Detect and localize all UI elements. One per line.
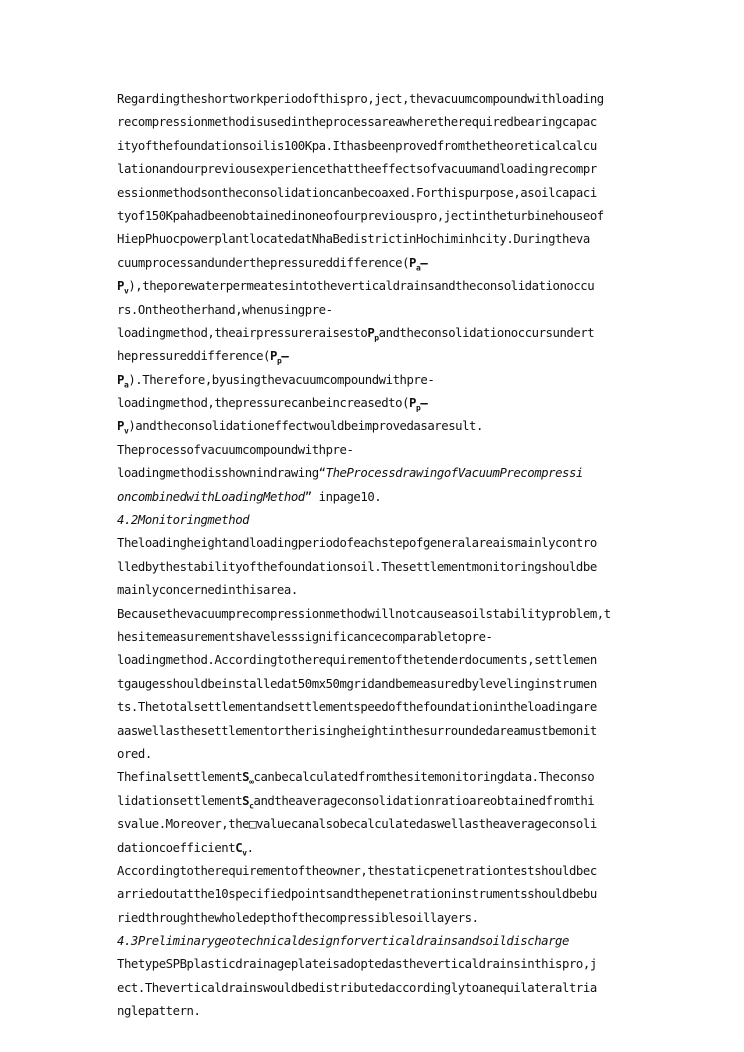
text-line-40: nglepattern.	[117, 1004, 201, 1019]
text-line-31: lidationsettlementS$_c$andtheaverageconsolidationratioareobtainedfromthi	[117, 793, 595, 811]
formula-symbol: $C_v$	[235, 840, 247, 857]
drawing-reference: TheProcessdrawingofVacuumPrecompressi	[325, 466, 583, 481]
text-line-1: Regardingtheshortworkperiodofthispro,ject,thevacuumcompoundwithloading	[117, 92, 604, 106]
text-line-8: $cuumprocessandunderthepressureddifference(P_a—$	[117, 255, 428, 273]
text-line-33: dationcoefficientC$_v$.	[117, 840, 254, 857]
text-line-14: $loadingmethod,thepressurecanbeincreasedto(P_p—$	[117, 396, 428, 413]
text-line-6: tyof150Kpahadbeenobtainedinoneofourpreviouspro,jectintheturbinehouseof	[117, 208, 604, 223]
text-line-20: Theloadingheightandloadingperiodofeachstepofgeneralareaismainlycontro	[117, 536, 597, 551]
text-line-27: ts.Thetotalsettlementandsettlementspeedofthefoundationintheloadingare	[117, 700, 597, 715]
formula-symbol: $S_\infty$	[242, 770, 254, 787]
text-line-5: essionmethodsontheconsolidationcanbecoaxed.Forthispurpose,asoilcapaci	[117, 185, 597, 200]
section-heading: 4.2Monitoringmethod	[117, 513, 250, 528]
text-line-21: lledbythestabilityofthefoundationsoil.Thesettlementmonitoringshouldbe	[117, 559, 597, 574]
formula-symbol: $P_v$	[117, 279, 129, 296]
formula-symbol: $P_p—$	[269, 349, 289, 366]
text-line-29: ored.	[117, 746, 152, 761]
text-line-2: recompressionmethodisusedintheprocessareawheretherequiredbearingcapac	[117, 115, 597, 130]
text-line-10: rs.Ontheotherhand,whenusingpre-	[117, 302, 333, 317]
text-line-28: aaswellasthesettlementortherisingheightinthesurroundedareamustbemonit	[117, 723, 597, 738]
text-line-22: mainlyconcernedinthisarea.	[117, 583, 298, 598]
formula-symbol: $P_a$	[117, 372, 129, 390]
text-line-17: loadingmethodisshownindrawing“TheProcessdrawingofVacuumPrecompressi	[117, 466, 583, 481]
text-line-15: $P_v)andtheconsolidationeffectwouldbeimprovedasaresult$.	[117, 419, 483, 436]
formula-symbol: $P_p$	[367, 325, 379, 343]
text-line-38: ThetypeSPBplasticdrainageplateisadoptedastheverticaldrainsinthispro,j	[117, 957, 597, 972]
formula-symbol: $P_v$	[117, 419, 129, 436]
text-line-7: HiepPhuocpowerplantlocatedatNhaBedistrictinHochiminhcity.Duringtheva	[117, 232, 590, 247]
text-line-18: oncombinedwithLoadingMethod” inpage10.	[117, 489, 382, 504]
text-line-30: ThefinalsettlementS$_\infty$canbecalculatedfromthesitemonitoringdata.Theconso	[117, 770, 595, 787]
text-line-16: Theprocessofvacuumcompoundwithpre-	[117, 442, 354, 457]
text-line-39: ect.Theverticaldrainswouldbedistributedaccordinglytoanequilateraltria	[117, 980, 597, 995]
text-line-12: $hepressureddifference(P_p—$	[117, 349, 289, 366]
text-line-3: ityofthefoundationsoilis100Kpa.Ithasbeenprovedfromthetheoreticalcalcu	[117, 138, 597, 153]
section-heading: 4.3Preliminarygeotechnicaldesignforverticaldrainsandsoildischarge	[117, 934, 569, 949]
text-line-23: Becausethevacuumprecompressionmethodwillnotcauseasoilstabilityproblem,t	[117, 606, 611, 621]
text-line-11: loadingmethod,theairpressureraisestoP$_p$andtheconsolidationoccursundert	[117, 325, 595, 343]
formula-symbol: $P_a—$	[409, 255, 428, 273]
text-line-13: $P_a).Therefore,byusingthevacuumcompoundwithpre-$	[117, 372, 435, 390]
text-line-36: riedthroughthewholedepthofthecompressiblesoillayers.	[117, 910, 479, 925]
document-body	[117, 88, 637, 1024]
text-line-34: Accordingtotherequirementoftheowner,thestaticpenetrationtestshouldbec	[117, 863, 597, 878]
text-line-25: loadingmethod.Accordingtotherequirementofthetenderdocuments,settlemen	[117, 653, 597, 668]
text-line-4: lationandourpreviousexperiencethattheeffectsofvacuumandloadingrecompr	[117, 162, 597, 177]
formula-symbol: $S_c$	[242, 793, 254, 811]
text-line-32: svalue.Moreover,the□valuecanalsobecalculatedaswellastheaverageconsoli	[117, 817, 597, 832]
text-line-26: tgaugesshouldbeinstalledat50mx50mgridandbemeasuredbylevelinginstrumen	[117, 676, 597, 691]
text-line-9: $P_v),theporewaterpermeatesintotheverticaldrainsandtheconsolidationoccu$	[117, 279, 595, 296]
text-line-35: arriedoutatthe10specifiedpointsandthepenetrationinstrumentsshouldbebu	[117, 887, 597, 902]
text-line-24: hesitemeasurementshavelesssignificancecomparabletopre-	[117, 629, 493, 644]
formula-symbol: $P_p—$	[409, 396, 428, 413]
drawing-reference: oncombinedwithLoadingMethod	[117, 489, 305, 504]
